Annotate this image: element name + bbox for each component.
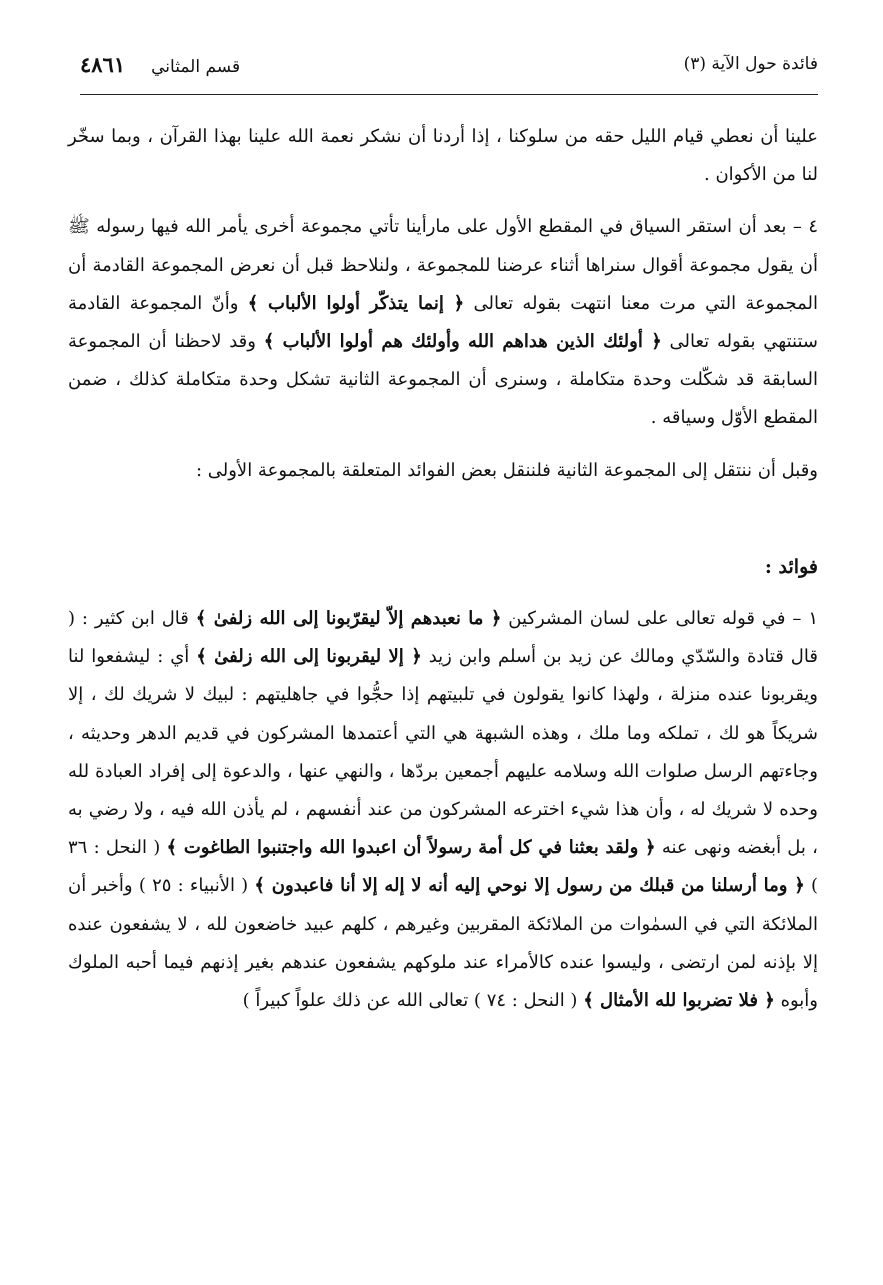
page-body <box>68 118 818 1034</box>
quran-quote: ﴿ فلا تضربوا لله الأمثال ﴾ <box>583 990 775 1012</box>
header-left-group <box>80 52 240 77</box>
quran-quote: ﴿ وما أرسلنا من قبلك من رسول إلا نوحي إليه أنه لا إله إلا أنا فاعبدون ﴾ <box>254 875 805 897</box>
quran-quote: ﴿ ولقد بعثنا في كل أمة رسولاً أن اعبدوا الله واجتنبوا الطاغوت ﴾ <box>166 837 656 859</box>
paragraph-4-text-3: أي : ليشفعوا لنا ويقربونا عنده منزلة ، ولهذا كانوا يقولون في تلبيتهم إذا حجُّوا في جاهليتهم : لبيك لا شريك لك ، إلا شريكاً هو لك ، تملكه وما ملك ، وهذه الشبهة هي التي أعتمدها المشركون في قديم الدهر وحديثه ، وجاءتهم الرسل صلوات الله وسلامه عليهم أجمعين بردّها ، والنهي عنها ، والدعوة إلى إفراد العبادة لله وحده لا شريك له ، وأن هذا شيء اخترعه المشركون من عند أنفسهم ، لم يأذن الله فيه ، ولا رضي به ، بل أبغضه ونهى عنه <box>68 646 818 859</box>
header-rule <box>80 94 818 95</box>
section-label: قسم المثاني <box>151 57 241 77</box>
paragraph-2-text-3: وقد لاحظنا أن المجموعة السابقة قد شكّلت وحدة متكاملة ، وسنرى أن المجموعة الثانية تشكل وحدة متكاملة كذلك ، ضمن المقطع الأوّل وسياقه . <box>68 331 818 429</box>
quran-quote: ﴿ أولئك الذين هداهم الله وأولئك هم أولوا الألباب ﴾ <box>263 331 662 353</box>
paragraph-2-text-1: ٤ – بعد أن استقر السياق في المقطع الأول على مارأينا تأتي مجموعة أخرى يأمر الله فيها رسوله ﷺ أن يقول مجموعة أقوال سنراها أثناء عرضنا للمجموعة ، ولنلاحظ قبل أن نعرض المجموعة القادمة أن المجموعة التي مرت معنا انتهت بقوله تعالى <box>68 216 818 314</box>
paragraph-4-text-5: ( الأنبياء : ٢٥ ) وأخبر أن الملائكة التي في السمٰوات من الملائكة المقربين وغيرهم ، كلهم عبيد خاضعون لله ، لا يشفعون عنده إلا بإذنه لمن ارتضى ، وليسوا عنده كالأمراء عند ملوكهم يشفعون عندهم بغير إذنهم فيما أحبه الملوك وأبوه <box>68 875 818 1012</box>
paragraph-1: علينا أن نعطي قيام الليل حقه من سلوكنا ، إذا أردنا أن نشكر نعمة الله علينا بهذا القرآن ، وبما سخّر لنا من الأكوان . <box>68 126 818 186</box>
quran-quote: ﴿ ما نعبدهم إلاّ ليقرّبونا إلى الله زلفىٰ ﴾ <box>195 608 502 630</box>
running-title: فائدة حول الآية (٣) <box>683 54 818 74</box>
paragraph-4-text-1: ١ – في قوله تعالى على لسان المشركين <box>508 608 818 630</box>
paragraph-4 <box>68 600 818 1020</box>
paragraph-2 <box>68 208 818 437</box>
page-number: ٤٨٦١ <box>80 52 126 77</box>
paragraph-4-text-6: ( النحل : ٧٤ ) تعالى الله عن ذلك علواً كبيراً ) <box>242 990 578 1012</box>
section-heading: فوائد : <box>764 555 818 578</box>
page-header <box>80 52 818 92</box>
quran-quote: ﴿ إنما يتذكّر أولوا الألباب ﴾ <box>247 292 465 314</box>
paragraph-4-text-2: قال ابن كثير : ( قال قتادة والسّدّي ومالك عن زيد بن أسلم وابن زيد <box>68 608 818 668</box>
quran-quote: ﴿ إلا ليقربونا إلى الله زلفىٰ ﴾ <box>196 646 422 668</box>
paragraph-3: وقبل أن ننتقل إلى المجموعة الثانية فلننقل بعض الفوائد المتعلقة بالمجموعة الأولى : <box>195 459 818 481</box>
citation: ( النحل : ٣٦ ) <box>68 837 818 897</box>
paragraph-2-text-2: وأنّ المجموعة القادمة ستنتهي بقوله تعالى <box>68 292 818 353</box>
